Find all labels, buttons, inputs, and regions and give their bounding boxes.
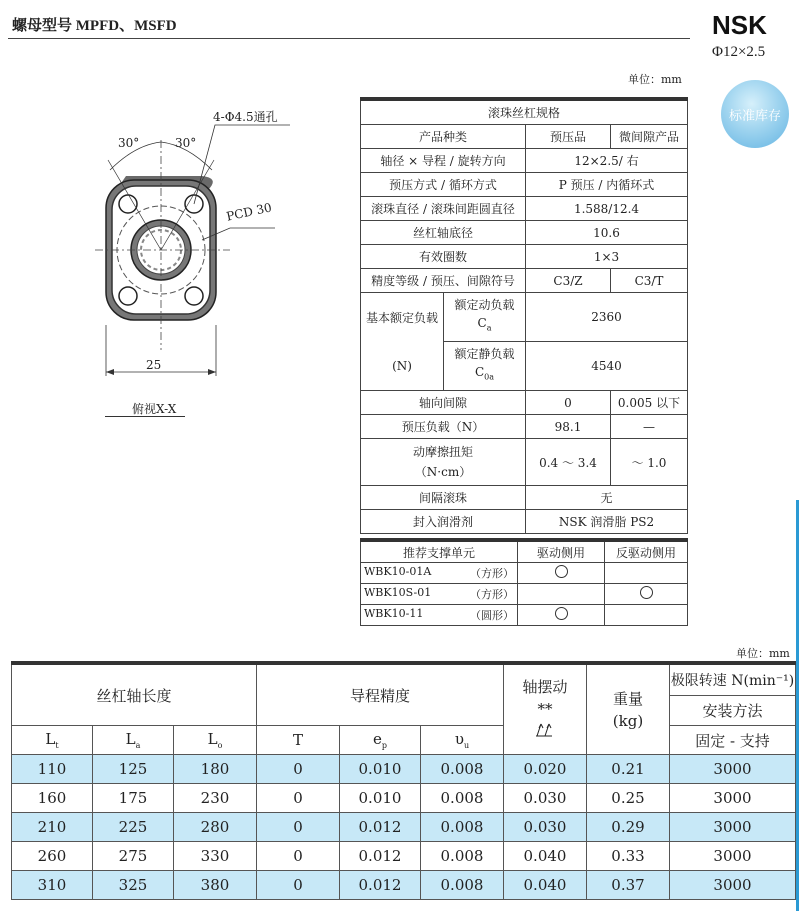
title-divider xyxy=(8,38,690,39)
table-cell: 280 xyxy=(174,813,257,842)
spec-table-title: 滚珠丝杠规格 xyxy=(361,99,688,125)
support-unit xyxy=(361,605,518,626)
mount-type-header: 固定 - 支持 xyxy=(670,726,796,755)
dynamic-load-label xyxy=(444,293,526,342)
table-cell: 125 xyxy=(93,755,174,784)
col-t xyxy=(257,726,340,755)
table-cell: 0.010 xyxy=(340,755,421,784)
main-table xyxy=(11,661,796,900)
col-sub: t xyxy=(55,741,59,750)
table-cell: 0.008 xyxy=(421,871,504,900)
support-header: 推荐支撑单元 xyxy=(361,540,518,563)
mount-header: 安装方法 xyxy=(670,695,796,725)
support-table xyxy=(360,538,688,626)
table-cell: 325 xyxy=(93,871,174,900)
dynamic-load-value: 2360 xyxy=(526,293,688,342)
static-load-sym: C xyxy=(474,365,485,380)
spec-label: 有效圈数 xyxy=(361,245,526,269)
hole-label: 4-Φ4.5通孔 xyxy=(213,110,278,124)
table-cell: 380 xyxy=(174,871,257,900)
col-ep xyxy=(340,726,421,755)
weight-header xyxy=(587,663,670,755)
table-cell: 0 xyxy=(257,784,340,813)
spec-label: 轴向间隙 xyxy=(361,391,526,415)
spec-label: 预压方式 / 循环方式 xyxy=(361,173,526,197)
spec-label: 封入润滑剂 xyxy=(361,510,526,534)
runout-text: 轴摆动 xyxy=(522,677,568,696)
spec-value: C3/T xyxy=(611,269,688,293)
static-load-value: 4540 xyxy=(526,342,688,391)
static-load-text: 额定静负载 xyxy=(454,347,515,362)
table-cell: 0.012 xyxy=(340,813,421,842)
table-cell: 160 xyxy=(12,784,93,813)
torque-microgap: ～ 1.0 xyxy=(611,439,688,486)
table-cell: 0.030 xyxy=(504,813,587,842)
unit-label: 单位：mm xyxy=(628,73,682,86)
runout-header xyxy=(504,663,587,755)
table-cell: 3000 xyxy=(670,871,796,900)
support-unit xyxy=(361,584,518,605)
spec-value: 12×2.5/ 右 xyxy=(526,149,688,173)
col-lt xyxy=(12,726,93,755)
spec-value: 10.6 xyxy=(526,221,688,245)
table-cell: 0 xyxy=(257,755,340,784)
table-cell: 3000 xyxy=(670,755,796,784)
caption-underline xyxy=(105,416,185,417)
spec-label: 精度等级 / 预压、间隙符号 xyxy=(361,269,526,293)
spec-label: 预压负载（N） xyxy=(361,415,526,439)
lead-header: 导程精度 xyxy=(257,663,504,726)
table-cell: 3000 xyxy=(670,784,796,813)
table-cell: 230 xyxy=(174,784,257,813)
table-cell: 0.008 xyxy=(421,784,504,813)
table-cell: 0.008 xyxy=(421,813,504,842)
table-cell: 210 xyxy=(12,813,93,842)
static-load-label xyxy=(444,342,526,391)
table-cell: 110 xyxy=(12,755,93,784)
view-caption: 俯视X-X xyxy=(132,402,177,416)
support-unit-name: WBK10-11 xyxy=(364,607,424,620)
table-cell: 0.040 xyxy=(504,842,587,871)
col-vu xyxy=(421,726,504,755)
table-cell: 0.37 xyxy=(587,871,670,900)
spec-label: 轴径 × 导程 / 旋转方向 xyxy=(361,149,526,173)
spec-value: C3/Z xyxy=(526,269,611,293)
table-cell: 0 xyxy=(257,842,340,871)
table-cell: 3000 xyxy=(670,842,796,871)
col-la xyxy=(93,726,174,755)
circle-mark-icon xyxy=(640,586,653,599)
drive-side-cell xyxy=(518,605,605,626)
reverse-side-cell xyxy=(605,605,688,626)
table-row xyxy=(12,755,796,784)
spec-table xyxy=(360,97,688,534)
table-cell: 3000 xyxy=(670,813,796,842)
table-cell: 310 xyxy=(12,871,93,900)
angle-right-label: 30° xyxy=(175,136,197,150)
torque-text: 动摩擦扭矩 xyxy=(412,445,473,459)
torque-preload: 0.4 ～ 3.4 xyxy=(526,439,611,486)
weight-unit: (kg) xyxy=(612,711,644,730)
table-cell: 260 xyxy=(12,842,93,871)
spec-value: 0 xyxy=(526,391,611,415)
drive-side-cell xyxy=(518,563,605,584)
table-cell: 330 xyxy=(174,842,257,871)
table-cell: 0.008 xyxy=(421,842,504,871)
col-sym: υ xyxy=(454,730,464,748)
support-unit-shape: （方形） xyxy=(470,588,514,601)
reverse-side-cell xyxy=(605,584,688,605)
dynamic-load-sym: C xyxy=(477,316,487,331)
support-unit xyxy=(361,563,518,584)
weight-text: 重量 xyxy=(612,689,643,708)
col-sub: u xyxy=(463,741,470,750)
spec-value: 微间隙产品 xyxy=(611,125,688,149)
table-cell: 0 xyxy=(257,871,340,900)
col-sub: a xyxy=(135,741,141,750)
table-row xyxy=(12,842,796,871)
drive-side-cell xyxy=(518,584,605,605)
table-cell: 175 xyxy=(93,784,174,813)
torque-unit: （N·cm） xyxy=(414,465,472,479)
stock-badge[interactable]: 标准库存 xyxy=(721,80,789,148)
col-sym: L xyxy=(45,730,56,748)
support-unit-shape: （圆形） xyxy=(470,609,514,622)
spec-label: 产品种类 xyxy=(361,125,526,149)
col-sub: p xyxy=(381,741,387,750)
support-header: 驱动侧用 xyxy=(518,540,605,563)
support-unit-shape: （方形） xyxy=(470,567,514,580)
table-cell: 0.030 xyxy=(504,784,587,813)
spec-value: 预压品 xyxy=(526,125,611,149)
table-cell: 0.25 xyxy=(587,784,670,813)
table-row xyxy=(12,813,796,842)
table-cell: 0.21 xyxy=(587,755,670,784)
page-title: 螺母型号 MPFD、MSFD xyxy=(12,18,177,34)
table-cell: 0.008 xyxy=(421,755,504,784)
spec-value: P 预压 / 内循环式 xyxy=(526,173,688,197)
table-cell: 0 xyxy=(257,813,340,842)
load-cell xyxy=(361,293,526,391)
spec-label: 滚珠直径 / 滚珠间距圆直径 xyxy=(361,197,526,221)
spec-label: 间隔滚珠 xyxy=(361,486,526,510)
load-label: 基本额定负载 xyxy=(361,293,444,342)
dynamic-load-sub: a xyxy=(486,323,492,333)
runout-symbol-icon xyxy=(534,720,556,738)
circle-mark-icon xyxy=(555,607,568,620)
table-cell: 275 xyxy=(93,842,174,871)
spec-value: — xyxy=(611,415,688,439)
runout-mark: ** xyxy=(537,699,553,718)
table-cell: 0.020 xyxy=(504,755,587,784)
table-row xyxy=(12,871,796,900)
spec-value: 1.588/12.4 xyxy=(526,197,688,221)
table-cell: 0.040 xyxy=(504,871,587,900)
spec-size: Φ12×2.5 xyxy=(712,44,766,60)
col-sub: o xyxy=(217,741,223,750)
torque-label xyxy=(361,439,526,486)
table-cell: 0.33 xyxy=(587,842,670,871)
col-sym: L xyxy=(125,730,136,748)
circle-mark-icon xyxy=(555,565,568,578)
spec-label: 丝杠轴底径 xyxy=(361,221,526,245)
support-unit-name: WBK10-01A xyxy=(364,565,432,578)
edge-accent-bar xyxy=(796,500,799,911)
dynamic-load-text: 额定动负载 xyxy=(454,298,515,313)
col-sym: T xyxy=(292,731,303,749)
length-header: 丝杠轴长度 xyxy=(12,663,257,726)
support-unit-name: WBK10S-01 xyxy=(364,586,432,599)
spec-value: 1×3 xyxy=(526,245,688,269)
table-cell: 0.012 xyxy=(340,871,421,900)
reverse-side-cell xyxy=(605,563,688,584)
pcd-label: PCD 30 xyxy=(225,200,273,224)
col-lo xyxy=(174,726,257,755)
angle-left-label: 30° xyxy=(118,136,140,150)
table-cell: 0.010 xyxy=(340,784,421,813)
col-sym: e xyxy=(372,730,382,748)
table-row xyxy=(12,784,796,813)
unit-label: 单位：mm xyxy=(736,647,790,660)
spec-value: 0.005 以下 xyxy=(611,391,688,415)
table-cell: 0.012 xyxy=(340,842,421,871)
table-cell: 0.29 xyxy=(587,813,670,842)
spec-value: 无 xyxy=(526,486,688,510)
support-header: 反驱动侧用 xyxy=(605,540,688,563)
static-load-sub: 0a xyxy=(484,372,495,382)
speed-header: 极限转速 N(min⁻¹) xyxy=(670,663,796,695)
spec-value: NSK 润滑脂 PS2 xyxy=(526,510,688,534)
width-label: 25 xyxy=(146,358,162,372)
load-unit: (N) xyxy=(361,342,444,391)
table-cell: 180 xyxy=(174,755,257,784)
spec-value: 98.1 xyxy=(526,415,611,439)
nsk-logo: NSK xyxy=(712,10,767,40)
col-sym: L xyxy=(207,730,218,748)
table-cell: 225 xyxy=(93,813,174,842)
